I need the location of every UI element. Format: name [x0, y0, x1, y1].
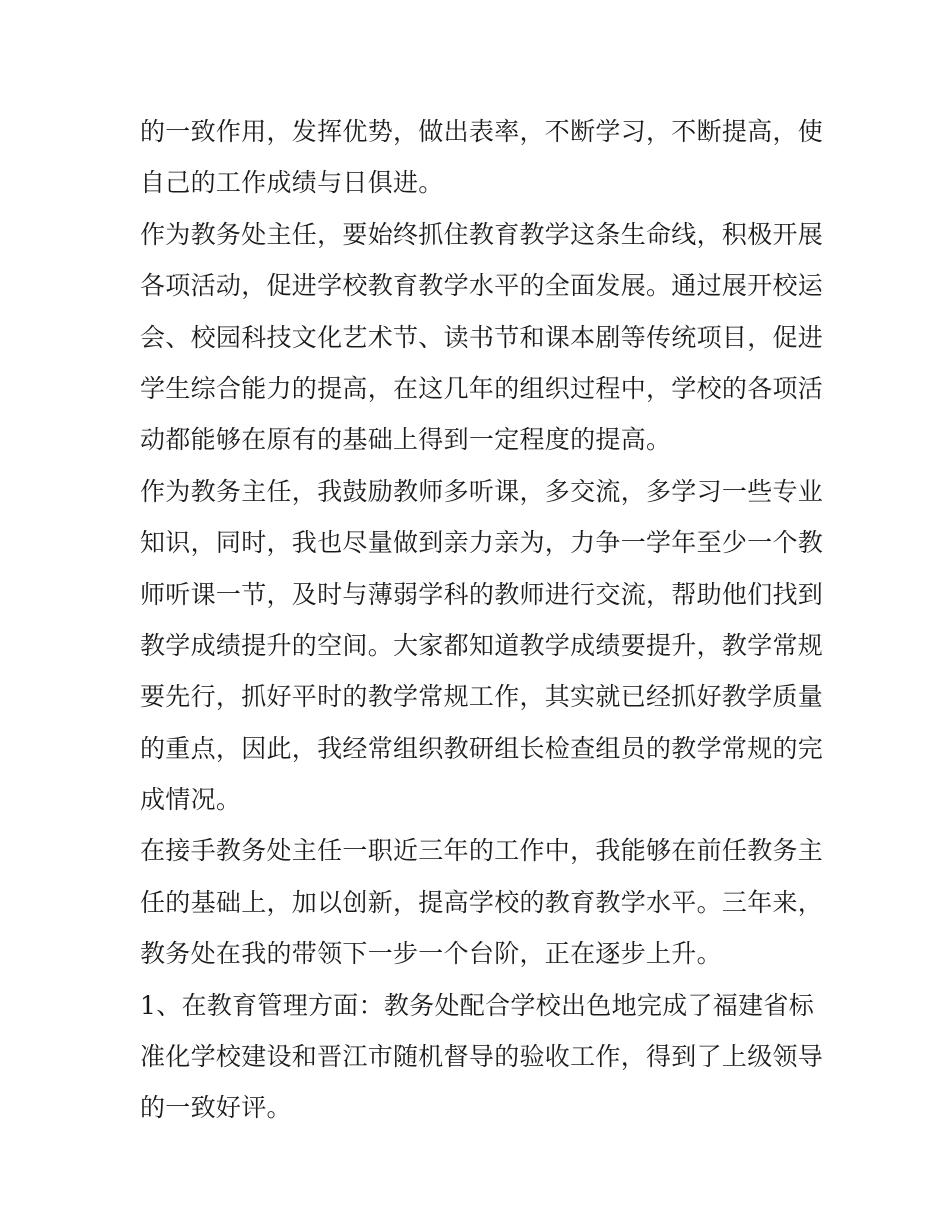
- text-line: 的一致作用，发挥优势，做出表率，不断学习，不断提高，使: [140, 117, 824, 146]
- body-text: [140, 106, 824, 1134]
- text-line: 在接手教务处主任一职近三年的工作中，我能够在前任教务主: [140, 836, 824, 866]
- text-line: 各项活动，促进学校教育教学水平的全面发展。通过展开校运: [140, 271, 824, 301]
- text-line: 教学成绩提升的空间。大家都知道教学成绩要提升，教学常规: [140, 630, 824, 660]
- text-line: 教务处在我的带领下一步一个台阶，正在逐步上升。: [140, 939, 722, 969]
- text-line: 的重点，因此，我经常组织教研组长检查组员的教学常规的完: [140, 733, 824, 763]
- text-line: 1、在教育管理方面：教务处配合学校出色地完成了福建省标: [140, 990, 815, 1020]
- text-line: 动都能够在原有的基础上得到一定程度的提高。: [140, 425, 672, 455]
- text-line: 作为教务主任，我鼓励教师多听课，多交流，多学习一些专业: [140, 476, 824, 506]
- text-line: 作为教务处主任，要始终抓住教育教学这条生命线，积极开展: [140, 219, 824, 249]
- text-line: 准化学校建设和晋江市随机督导的验收工作，得到了上级领导: [140, 1042, 824, 1072]
- text-line: 任的基础上，加以创新，提高学校的教育教学水平。三年来，: [140, 887, 824, 917]
- text-line: 知识，同时，我也尽量做到亲力亲为，力争一学年至少一个教: [140, 528, 824, 558]
- text-line: 的一致好评。: [140, 1093, 292, 1123]
- text-line: 师听课一节，及时与薄弱学科的教师进行交流，帮助他们找到: [140, 579, 824, 609]
- text-line: 会、校园科技文化艺术节、读书节和课本剧等传统项目，促进: [140, 322, 824, 352]
- text-line: 成情况。: [140, 785, 242, 815]
- text-line: 要先行，抓好平时的教学常规工作，其实就已经抓好教学质量: [140, 682, 824, 712]
- text-line: 自己的工作成绩与日俱进。: [140, 168, 444, 198]
- text-line: 学生综合能力的提高，在这几年的组织过程中，学校的各项活: [140, 373, 824, 403]
